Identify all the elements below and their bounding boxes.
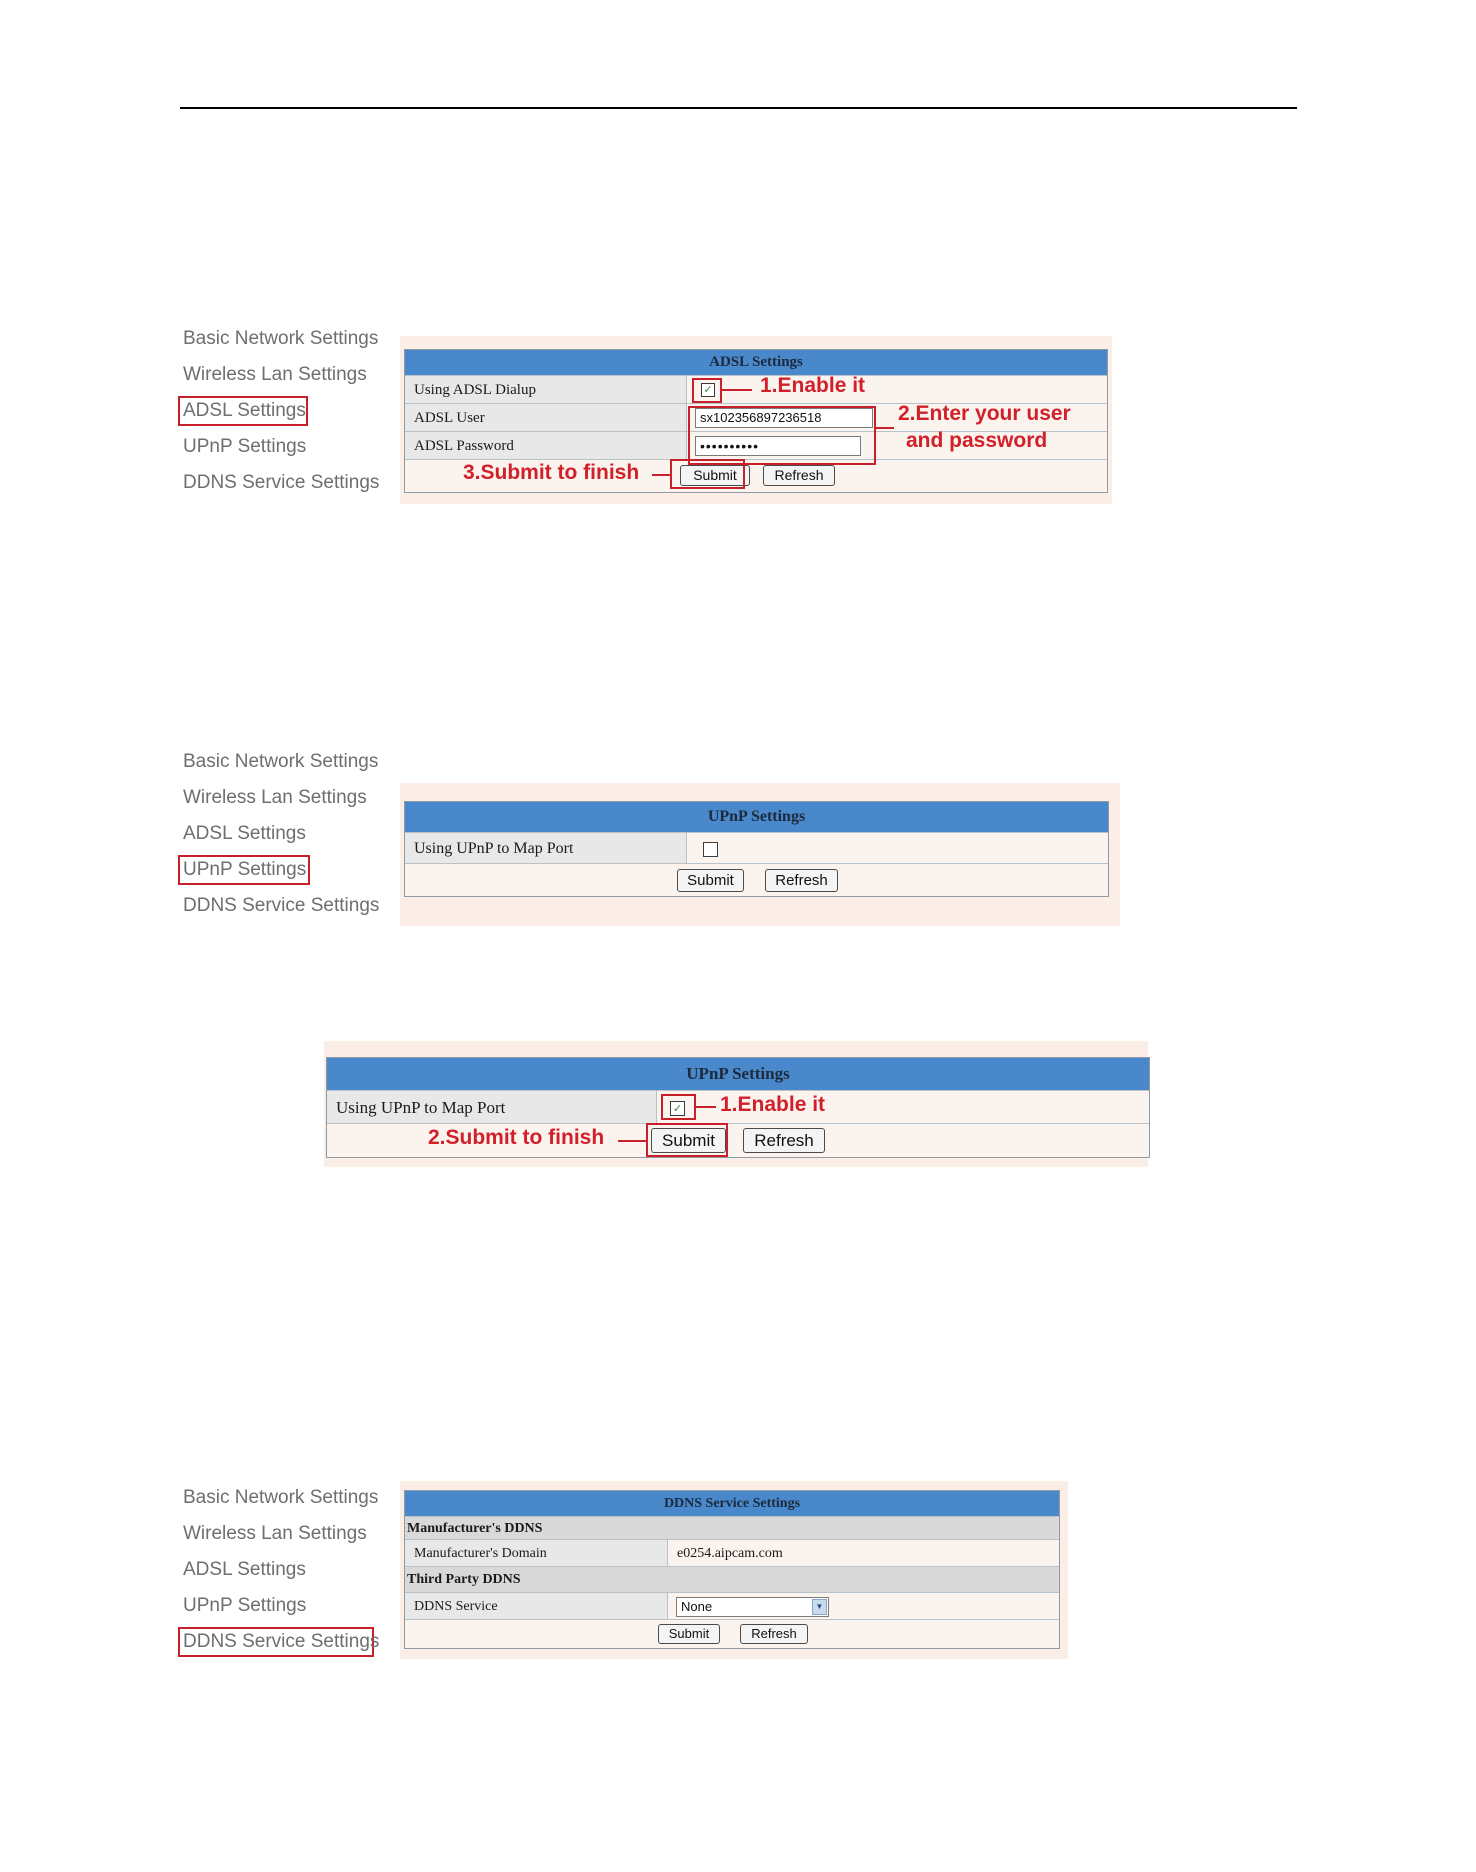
- adsl-credentials-highlight: [688, 406, 876, 465]
- adsl-note-user: 2.Enter your user: [898, 402, 1071, 425]
- ddns-actions-row: [405, 1619, 1059, 1648]
- upnp-map-checkbox[interactable]: [703, 842, 718, 857]
- nav-item-wireless-lan[interactable]: Wireless Lan Settings: [183, 364, 367, 385]
- adsl-password-input[interactable]: ••••••••••: [695, 436, 861, 456]
- nav-item-ddns[interactable]: DDNS Service Settings: [183, 895, 380, 916]
- nav-item-adsl[interactable]: ADSL Settings: [178, 396, 308, 426]
- upnp-title: UPnP Settings: [405, 802, 1108, 832]
- upnp-enable-highlight: [661, 1094, 696, 1120]
- adsl-credentials-connector: [876, 427, 894, 429]
- adsl-enable-highlight: [692, 378, 722, 403]
- nav-item-basic-network[interactable]: Basic Network Settings: [183, 751, 379, 772]
- upnp-enabled-submit-button[interactable]: Submit: [651, 1128, 726, 1153]
- upnp-settings-table: [404, 801, 1109, 897]
- adsl-title: ADSL Settings: [405, 350, 1107, 375]
- ddns-refresh-button[interactable]: Refresh: [740, 1624, 808, 1644]
- upnp-note-enable: 1.Enable it: [720, 1093, 826, 1116]
- check-icon: ✓: [703, 383, 713, 396]
- ddns-service-value: None: [681, 1599, 713, 1614]
- adsl-note-enable: 1.Enable it: [760, 374, 866, 397]
- ddns-title: DDNS Service Settings: [405, 1491, 1059, 1516]
- check-icon: ✓: [672, 1102, 683, 1115]
- adsl-note-password: and password: [906, 429, 1048, 452]
- adsl-dialup-label: Using ADSL Dialup: [405, 376, 687, 404]
- upnp-enabled-refresh-button[interactable]: Refresh: [743, 1128, 825, 1153]
- upnp-enable-connector: [696, 1106, 716, 1108]
- upnp-enabled-map-label: Using UPnP to Map Port: [327, 1091, 657, 1124]
- adsl-submit-highlight: [670, 459, 745, 489]
- nav-item-basic-network[interactable]: Basic Network Settings: [183, 328, 379, 349]
- adsl-note-submit: 3.Submit to finish: [463, 461, 640, 484]
- nav-item-wireless-lan[interactable]: Wireless Lan Settings: [183, 787, 367, 808]
- ddns-settings-table: [404, 1490, 1060, 1649]
- upnp-enabled-title: UPnP Settings: [327, 1058, 1149, 1090]
- nav-item-wireless-lan[interactable]: Wireless Lan Settings: [183, 1523, 367, 1544]
- ddns-submit-button[interactable]: Submit: [658, 1624, 720, 1644]
- ddns-domain-row: [405, 1539, 1059, 1567]
- upnp-actions-row: [405, 863, 1108, 896]
- upnp-submit-button[interactable]: Submit: [677, 869, 744, 892]
- upnp-map-row: [405, 832, 1108, 864]
- upnp-refresh-button[interactable]: Refresh: [765, 869, 838, 892]
- nav-item-upnp[interactable]: UPnP Settings: [183, 1595, 307, 1616]
- nav-item-ddns[interactable]: DDNS Service Settings: [178, 1627, 374, 1657]
- ddns-service-row: [405, 1592, 1059, 1620]
- page-rule: [180, 107, 1297, 109]
- upnp-submit-highlight: [646, 1123, 728, 1157]
- nav-item-adsl[interactable]: ADSL Settings: [183, 1559, 306, 1580]
- adsl-submit-button[interactable]: Submit: [680, 465, 750, 486]
- adsl-enable-connector: [722, 389, 752, 391]
- upnp-note-submit: 2.Submit to finish: [428, 1126, 605, 1149]
- adsl-refresh-button[interactable]: Refresh: [763, 465, 835, 486]
- nav-item-basic-network[interactable]: Basic Network Settings: [183, 1487, 379, 1508]
- adsl-user-label: ADSL User: [405, 404, 687, 432]
- adsl-dialup-row: [405, 375, 1107, 404]
- upnp-map-label: Using UPnP to Map Port: [405, 833, 687, 864]
- nav-item-adsl[interactable]: ADSL Settings: [183, 823, 306, 844]
- ddns-service-select[interactable]: [676, 1597, 829, 1617]
- adsl-password-label: ADSL Password: [405, 432, 687, 460]
- nav-item-upnp[interactable]: UPnP Settings: [183, 436, 307, 457]
- ddns-service-label: DDNS Service: [405, 1593, 668, 1620]
- ddns-third-party-section: Third Party DDNS: [405, 1566, 1059, 1593]
- ddns-domain-value: e0254.aipcam.com: [677, 1546, 783, 1561]
- ddns-manufacturer-section: Manufacturer's DDNS: [405, 1516, 1059, 1540]
- ddns-domain-label: Manufacturer's Domain: [405, 1540, 668, 1567]
- nav-item-upnp[interactable]: UPnP Settings: [178, 855, 310, 885]
- dropdown-arrow-icon[interactable]: ▼: [812, 1599, 827, 1615]
- nav-item-ddns[interactable]: DDNS Service Settings: [183, 472, 380, 493]
- adsl-submit-connector: [652, 474, 672, 476]
- upnp-submit-connector: [618, 1140, 646, 1142]
- adsl-user-input[interactable]: sx102356897236518: [695, 408, 873, 428]
